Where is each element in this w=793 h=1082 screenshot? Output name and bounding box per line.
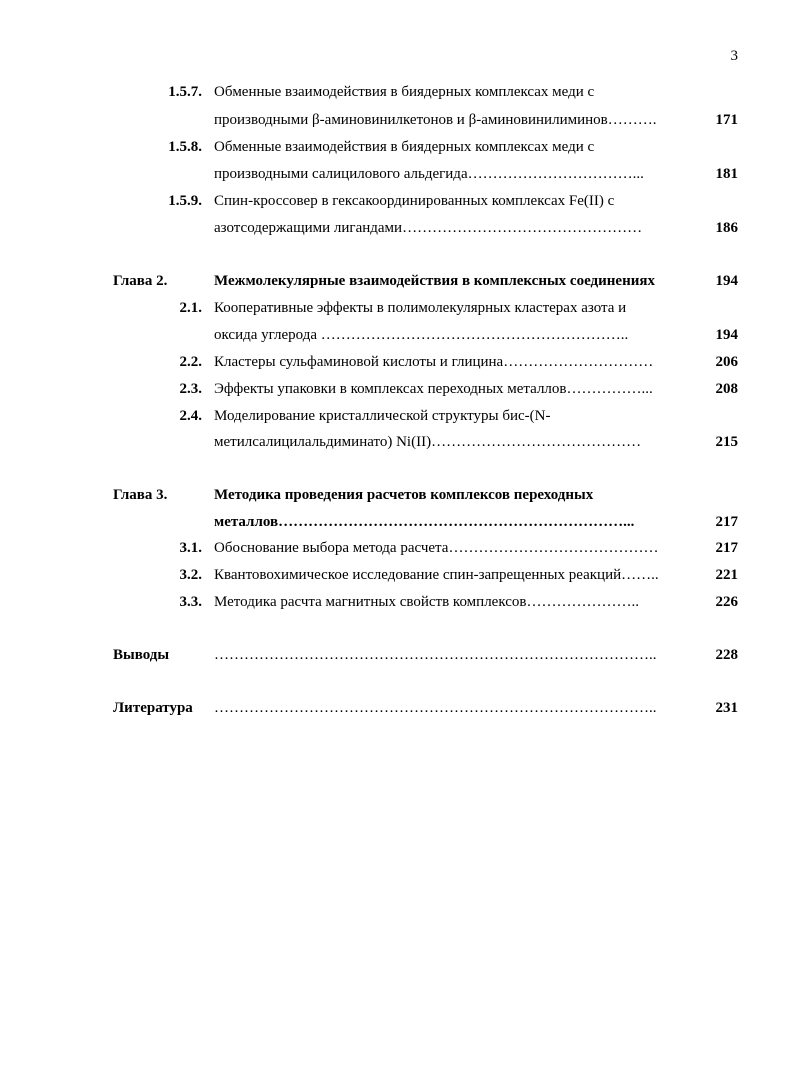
entry-page: 215 — [715, 434, 738, 450]
entry-number: 3.1. — [179, 540, 202, 556]
entry-title-line1: Эффекты упаковки в комплексах переходных металлов……………... — [214, 381, 653, 397]
entry-title-line1: Обменные взаимодействия в биядерных комплексах меди с — [214, 84, 595, 100]
entry-title-line2: оксида углерода …………………………………………………….. — [214, 327, 629, 343]
entry-title-line1: Обменные взаимодействия в биядерных комплексах меди с — [214, 139, 595, 155]
chapter-title-line2: металлов……………………………………………………………... — [214, 514, 635, 530]
entry-title-line1: Методика расчта магнитных свойств комплексов………………….. — [214, 594, 639, 610]
entry-number: 2.3. — [179, 381, 202, 397]
references-leader: …………………………………………………………………………….. — [214, 700, 657, 716]
references-label: Литература — [113, 700, 193, 716]
entry-number: 1.5.8. — [168, 139, 202, 155]
entry-number: 3.3. — [179, 594, 202, 610]
entry-number: 2.4. — [179, 408, 202, 424]
entry-title-line1: Обоснование выбора метода расчета…………………………………… — [214, 540, 659, 556]
entry-title-line1: Кооперативные эффекты в полимолекулярных кластерах азота и — [214, 300, 627, 316]
entry-title-line2: метилсалицилальдиминато) Ni(II)…………………………………… — [214, 434, 642, 450]
chapter-label: Глава 3. — [113, 487, 168, 503]
conclusions-label: Выводы — [113, 647, 170, 663]
entry-page: 208 — [715, 381, 738, 397]
page-number: 3 — [730, 48, 738, 64]
entry-title-line2: азотсодержащими лигандами………………………………………… — [214, 220, 643, 236]
entry-page: 217 — [715, 540, 738, 556]
entry-number: 2.2. — [179, 354, 202, 370]
entry-title-line2: производными β-аминовинилкетонов и β-аминовинилиминов………. — [214, 112, 657, 128]
entry-title-line1: Кластеры сульфаминовой кислоты и глицина………………………… — [214, 354, 654, 370]
entry-number: 3.2. — [179, 567, 202, 583]
entry-number: 2.1. — [179, 300, 202, 316]
references-page: 231 — [715, 700, 738, 716]
entry-page: 206 — [715, 354, 738, 370]
entry-page: 226 — [715, 594, 738, 610]
entry-number: 1.5.9. — [168, 193, 202, 209]
entry-page: 186 — [715, 220, 738, 236]
entry-number: 1.5.7. — [168, 84, 202, 100]
entry-page: 171 — [715, 112, 738, 128]
chapter-label: Глава 2. — [113, 273, 168, 289]
entry-page: 181 — [715, 166, 738, 182]
entry-page: 221 — [715, 567, 738, 583]
entry-title-line1: Спин-кроссовер в гексакоординированных комплексах Fe(II) с — [214, 193, 615, 209]
conclusions-leader: …………………………………………………………………………….. — [214, 647, 657, 663]
entry-page: 194 — [715, 327, 738, 343]
entry-title-line2: производными салицилового альдегида……………………………... — [214, 166, 644, 182]
chapter-title: Межмолекулярные взаимодействия в комплексных соединениях — [214, 273, 655, 289]
chapter-page: 194 — [715, 273, 738, 289]
entry-title-line1: Моделирование кристаллической структуры бис-(N- — [214, 408, 551, 424]
entry-title-line1: Квантовохимическое исследование спин-запрещенных реакций…….. — [214, 567, 659, 583]
chapter-title-line1: Методика проведения расчетов комплексов переходных — [214, 487, 594, 503]
chapter-page: 217 — [715, 514, 738, 530]
conclusions-page: 228 — [715, 647, 738, 663]
